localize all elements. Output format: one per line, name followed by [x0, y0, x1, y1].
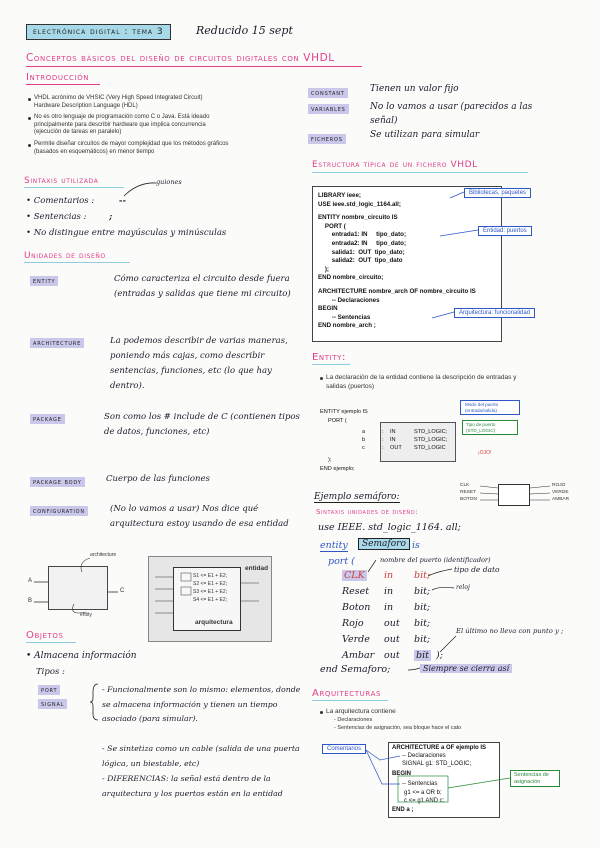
estructura-code-line: entrada2: IN tipo_dato; — [318, 239, 407, 247]
topic-title: electrónica digital : tema 3 — [26, 24, 171, 40]
entity-ex-colon-c: : — [382, 445, 384, 451]
callout-arquitectura: Arquitectura: funcionalidad — [454, 308, 535, 318]
entity-ex-colon-a: : — [382, 429, 384, 435]
port-boton-name: Boton — [342, 602, 371, 613]
arch-code-7: c <= g1 AND c; — [404, 798, 445, 804]
semaforo-end-note: Siempre se cierra así — [420, 664, 512, 673]
intro-bullet-3: Permite diseñar circuitos de mayor complejidad que los métodos gráficos (basados en esquemáticos) en menor tiempo — [34, 141, 234, 156]
callout-modo: Modo del puerto (entrada/salida) — [460, 400, 520, 415]
tag-package: package — [30, 414, 65, 424]
architecture-desc: La podemos describir de varias maneras, poniendo más cajas, como describir sentencias, funciones, etc (lo que hay dentro). — [110, 336, 288, 391]
intro-bullet-1: VHDL acrónimo de VHSIC (Very High Speed Integrated Circuit) Hardware Description Language (HDL) — [34, 95, 224, 110]
entity-bullet: La declaración de la entidad contiene la descripción de entradas y salidas (puertos) — [326, 374, 522, 391]
objetos-bullet: • Almacena información — [26, 651, 137, 661]
semaforo-in-boton: BOTON — [460, 497, 477, 502]
tag-ficheros: ficheros — [308, 134, 346, 144]
arquitecturas-bullet: La arquitectura contiene — [326, 708, 396, 716]
package-desc: Son como los # include de C (contienen tipos de datos, funciones, etc) — [104, 412, 300, 437]
arch-code-2: -- Declaraciones — [402, 753, 446, 759]
ficheros-desc: Se utilizan para simular — [370, 130, 480, 140]
entity-ex-mode-a: IN — [390, 429, 396, 435]
port-reset-mode: in — [384, 586, 394, 597]
package-body-desc: Cuerpo de las funciones — [106, 474, 210, 484]
estructura-code-line: PORT ( — [318, 222, 346, 230]
sintaxis-comentarios: • Comentarios : -- — [26, 196, 126, 206]
semaforo-name: Semaforo — [358, 538, 410, 550]
sintaxis-case: • No distingue entre mayúsculas y minúsculas — [26, 228, 227, 238]
architecture-label: architecture — [90, 552, 117, 558]
semaforo-heading: Ejemplo semáforo: — [314, 492, 400, 502]
callout-tipo: Tipo de puerto (STD_LOGIC) — [462, 420, 518, 435]
estructura-code-line: salida1: OUT tipo_dato; — [318, 248, 405, 256]
entity-ex-type-b: STD_LOGIC; — [414, 437, 448, 443]
arquitectura-label: arquitectura — [195, 619, 233, 626]
input-a-label: A — [28, 578, 33, 584]
tag-variables: variables — [308, 104, 349, 114]
semaforo-sintaxis: Sintaxis unidades de diseño: — [316, 508, 419, 516]
constant-desc: Tienen un valor fijo — [370, 84, 459, 94]
callout-entidad: Entidad: puertos — [478, 226, 532, 236]
callout-bibliotecas: Bibliotecas, paquetes — [464, 188, 531, 198]
semaforo-end-line: end Semaforo; — [320, 664, 391, 675]
objetos-line-1: - Funcionalmente son lo mismo: elementos, donde se almacena información y tienen un tiempo asociado (para simular). — [102, 685, 301, 723]
arch-line-3: S3 <= E1 + E2; — [193, 589, 228, 595]
arch-line-1: S1 <= E1 + E2; — [193, 573, 228, 579]
arquitecturas-sub-2: - Sentencias de asignación, sea bloque hace el cato — [334, 725, 462, 731]
entidad-label: entidad — [245, 565, 269, 572]
callout-comentarios: Comentarios — [322, 744, 366, 754]
estructura-heading: Estructura típica de un fichero VHDL — [312, 160, 478, 170]
entity-label: entity — [80, 612, 92, 618]
entity-ex-line-1: ENTITY ejemplo IS — [320, 409, 368, 415]
estructura-code-line: LIBRARY ieee; — [318, 192, 361, 199]
tag-constant: constant — [308, 88, 348, 98]
sintaxis-heading: Sintaxis utilizada — [24, 176, 99, 186]
arch-code-5: -- Sentencias — [402, 781, 438, 787]
estructura-code-line: -- Sentencias — [318, 313, 371, 321]
intro-bullet-2: No es otro lenguaje de programación como C o Java. Está ideado principalmente para describir hardware que implica concurrencia (ejecución de tareas en paralelo) — [34, 114, 234, 137]
semaforo-entity-kw: entity — [320, 540, 348, 551]
ojo-label: ¡OJO! — [478, 450, 492, 456]
configuration-desc: (No lo vamos a usar) Nos dice qué arquitectura estoy usando de esa entidad — [110, 504, 289, 529]
entity-ex-type-c: STD_LOGIC — [414, 445, 446, 451]
semaforo-out-rojo: ROJO — [552, 483, 566, 488]
estructura-code-line: END nombre_circuito; — [318, 274, 384, 282]
unidades-heading: Unidades de diseño — [24, 251, 106, 261]
sintaxis-sentencias: • Sentencias : ; — [26, 212, 113, 222]
header-note: Reducido 15 sept — [196, 24, 293, 37]
semaforo-use-line: use IEEE. std_logic_1164. all; — [318, 522, 461, 533]
semaforo-name-note: nombre del puerto (identificador) — [380, 556, 491, 564]
entity-ex-port-b: b — [362, 437, 366, 443]
port-ambar-mode: out — [384, 650, 400, 661]
objetos-line-3: - DIFERENCIAS: la señal está dentro de la arquitectura y los puertos están en la entidad — [102, 774, 283, 798]
arch-code-1: ARCHITECTURE a OF ejemplo IS — [392, 745, 487, 751]
estructura-code-line: BEGIN — [318, 305, 338, 313]
guiones-note: guiones — [156, 178, 182, 186]
objetos-tipos: Tipos : — [36, 667, 65, 677]
arch-code-3: SIGNAL g1: STD_LOGIC; — [402, 761, 472, 767]
semaforo-out-verde: VERDE — [552, 490, 569, 495]
tag-entity: entity — [30, 276, 58, 286]
entity-ex-port-a: a — [362, 429, 366, 435]
tag-signal: signal — [38, 699, 67, 709]
arch-code-4: BEGIN — [392, 771, 412, 777]
estructura-code-line: ); — [318, 265, 329, 273]
entity-ex-end: END ejemplo; — [320, 466, 355, 472]
callout-sentencias: Sentencias de asignación — [510, 770, 560, 787]
intro-heading: Introducción — [26, 72, 90, 83]
port-clk-name: CLK — [344, 570, 365, 581]
port-clk-type: bit; — [414, 570, 431, 581]
semaforo-in-reset: RESET — [460, 490, 476, 495]
estructura-code-line: USE ieee.std_logic_1164.all; — [318, 200, 401, 208]
objetos-line-2: - Se sintetiza como un cable (salida de una puerta lógica, un biestable, etc) — [102, 744, 300, 768]
estructura-code-line: entrada1: IN tipo_dato; — [318, 231, 407, 239]
port-verde-name: Verde — [342, 634, 370, 645]
estructura-code-line: salida2: OUT tipo_dato — [318, 257, 403, 265]
arch-code-8: END a ; — [392, 807, 414, 813]
semaforo-in-clk: CLK — [460, 483, 470, 488]
semaforo-is-kw: is — [412, 540, 420, 551]
port-verde-type: bit; — [414, 634, 431, 645]
port-verde-mode: out — [384, 634, 400, 645]
port-rojo-name: Rojo — [342, 618, 364, 629]
entity-ex-close: ); — [328, 457, 332, 463]
port-ambar-type: bit — [416, 650, 429, 661]
arquitecturas-sub-1: - Declaraciones — [334, 717, 373, 723]
semaforo-port-kw: port ( — [328, 556, 355, 567]
entity-desc: Cómo caracteriza el circuito desde fuera (entradas y salidas que tiene mi circuito) — [114, 274, 291, 299]
estructura-code-line: END nombre_arch ; — [318, 322, 376, 330]
port-rojo-type: bit; — [414, 618, 431, 629]
semaforo-reloj-note: reloj — [456, 584, 470, 591]
entity-ex-colon-b: : — [382, 437, 384, 443]
port-reset-name: Reset — [342, 586, 370, 597]
port-clk-mode: in — [384, 570, 394, 581]
port-ambar-name: Ambar — [342, 650, 375, 661]
tag-package-body: package body — [30, 477, 85, 487]
port-boton-mode: in — [384, 602, 394, 613]
port-boton-type: bit; — [414, 602, 431, 613]
output-c-label: C — [120, 588, 125, 594]
variables-desc: No lo vamos a usar (parecidos a las señal) — [370, 102, 533, 126]
arch-code-6: g1 <= a OR b; — [404, 790, 442, 796]
entity-ex-line-2: PORT ( — [328, 418, 347, 424]
entity-ex-mode-c: OUT — [390, 445, 402, 451]
arch-line-4: S4 <= E1 + E2; — [193, 597, 228, 603]
port-reset-type: bit; — [414, 586, 431, 597]
semaforo-last-note: El último no lleva con punto y ; — [456, 627, 564, 635]
tag-port: port — [38, 685, 60, 695]
main-title: Conceptos básicos del diseño de circuitos digitales con VHDL — [26, 52, 335, 64]
entity-heading: Entity: — [312, 352, 347, 363]
input-b-label: B — [28, 598, 33, 604]
entity-ex-mode-b: IN — [390, 437, 396, 443]
arch-line-2: S2 <= E1 + E2; — [193, 581, 228, 587]
estructura-code-line: ENTITY nombre_circuito IS — [318, 214, 398, 222]
tag-configuration: configuration — [30, 506, 88, 516]
entity-ex-port-c: c — [362, 445, 365, 451]
semaforo-out-ambar: AMBAR — [552, 497, 570, 502]
semaforo-tipo-note: tipo de dato — [454, 565, 500, 574]
tag-architecture: architecture — [30, 338, 84, 348]
estructura-code-line: ARCHITECTURE nombre_arch OF nombre_circuito IS — [318, 287, 476, 295]
semaforo-close-paren: ); — [436, 650, 443, 661]
port-rojo-mode: out — [384, 618, 400, 629]
arquitecturas-heading: Arquitecturas — [312, 688, 382, 699]
objetos-heading: Objetos — [26, 630, 64, 641]
entity-ex-type-a: STD_LOGIC; — [414, 429, 448, 435]
estructura-code-line: -- Declaraciones — [318, 296, 380, 304]
